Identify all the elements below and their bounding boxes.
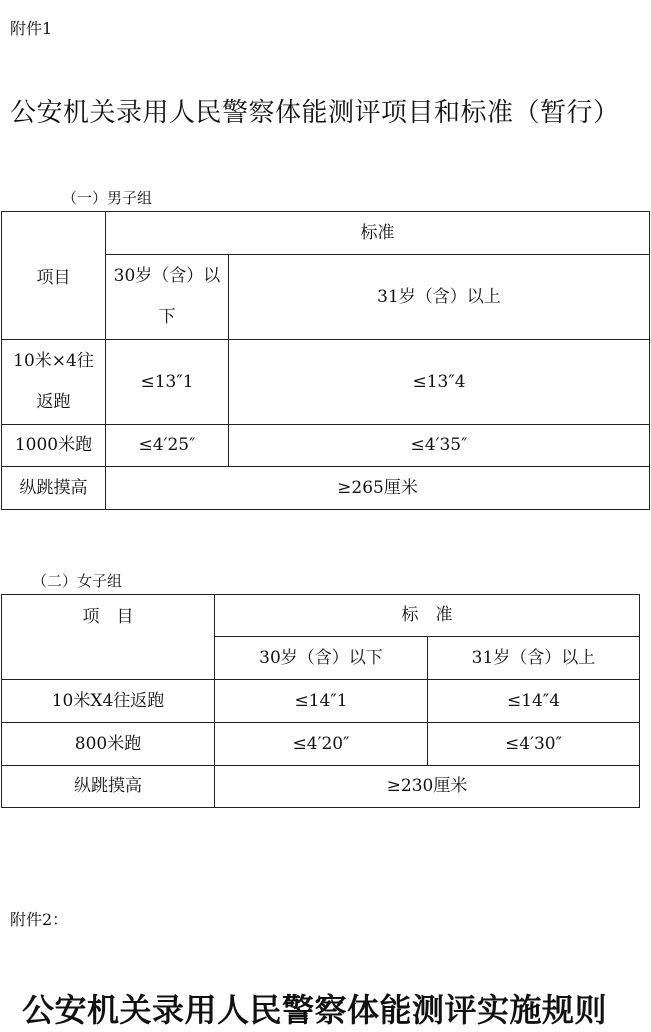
- row-value-age1: ≤4′25″: [106, 425, 229, 467]
- page-title: 公安机关录用人民警察体能测评项目和标准（暂行）: [10, 98, 620, 128]
- header-item: 项 目: [2, 595, 215, 680]
- row-item: 纵跳摸高: [2, 467, 106, 510]
- table-row: [2, 766, 640, 808]
- row-value-age1: ≤14″1: [215, 680, 428, 723]
- row-item: 10米X4往返跑: [2, 680, 215, 723]
- female-standards-table: [1, 594, 640, 808]
- male-standards-table: [1, 211, 650, 510]
- table-row: [2, 467, 650, 510]
- row-item: 10米×4往返跑: [2, 340, 106, 425]
- table-row: [2, 680, 640, 723]
- section-title-2: 公安机关录用人民警察体能测评实施规则: [22, 991, 608, 1029]
- header-item: 项目: [2, 212, 106, 340]
- header-standard: 标准: [106, 212, 650, 255]
- header-age-31-above: 31岁（含）以上: [229, 255, 650, 340]
- annex-1-label: 附件1: [10, 19, 53, 38]
- row-value-age1: ≤4′20″: [215, 723, 428, 766]
- row-item: 1000米跑: [2, 425, 106, 467]
- row-value-age1: ≤13″1: [106, 340, 229, 425]
- row-value-merged: ≥265厘米: [106, 467, 650, 510]
- table-row: [2, 340, 650, 425]
- header-standard: 标 准: [215, 595, 640, 637]
- header-age-30-below: 30岁（含）以下: [106, 255, 229, 340]
- row-value-merged: ≥230厘米: [215, 766, 640, 808]
- row-item: 纵跳摸高: [2, 766, 215, 808]
- row-value-age2: ≤14″4: [428, 680, 640, 723]
- annex-2-label: 附件2：: [10, 910, 69, 929]
- female-group-label: （二）女子组: [32, 572, 123, 590]
- row-value-age2: ≤13″4: [229, 340, 650, 425]
- row-item: 800米跑: [2, 723, 215, 766]
- table-row: [2, 723, 640, 766]
- row-value-age2: ≤4′35″: [229, 425, 650, 467]
- table-row: [2, 425, 650, 467]
- male-group-label: （一）男子组: [62, 189, 153, 207]
- row-value-age2: ≤4′30″: [428, 723, 640, 766]
- header-age-30-below: 30岁（含）以下: [215, 637, 428, 680]
- header-age-31-above: 31岁（含）以上: [428, 637, 640, 680]
